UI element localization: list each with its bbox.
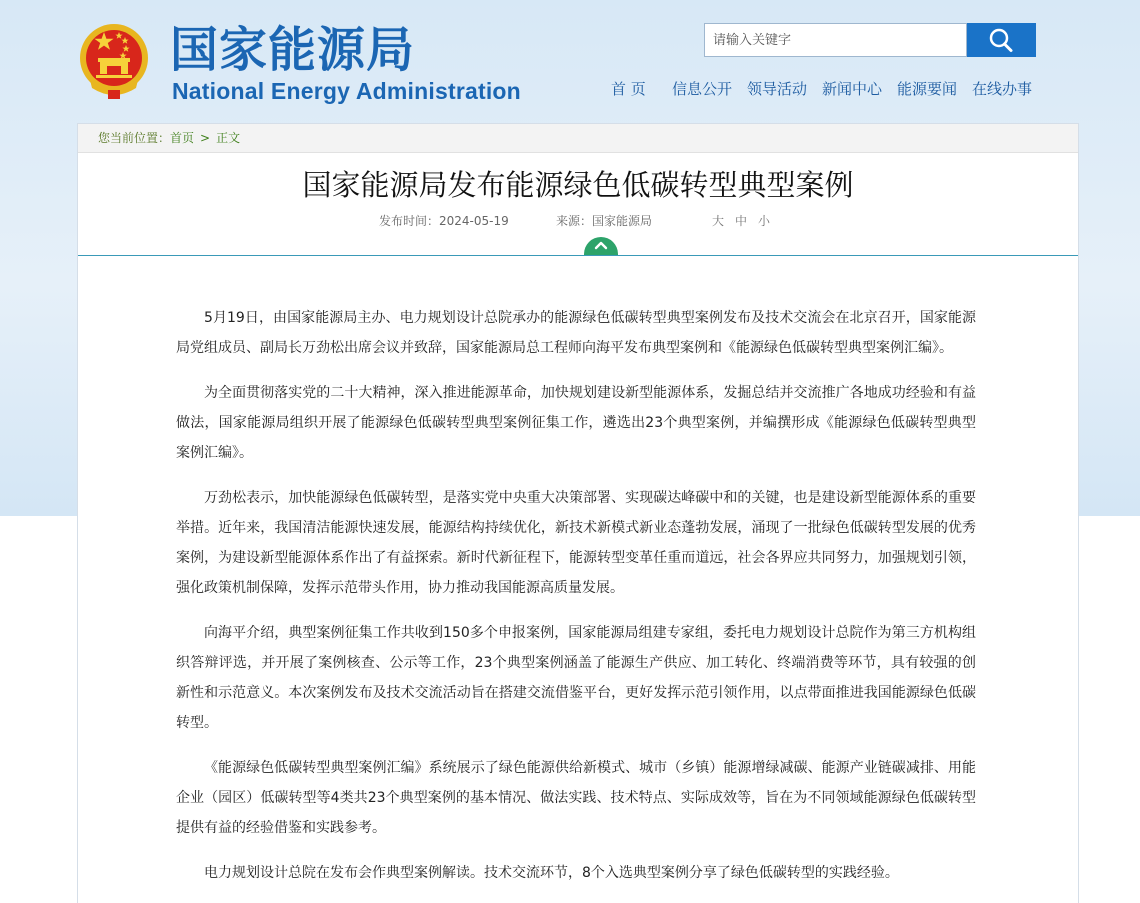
article-title: 国家能源局发布能源绿色低碳转型典型案例	[302, 168, 854, 202]
breadcrumb-prefix: 您当前位置：	[98, 131, 171, 145]
article-paragraph: 电力规划设计总院在发布会作典型案例解读。技术交流环节，8个入选典型案例分享了绿色低碳转型的实践经验。	[204, 865, 899, 881]
breadcrumb-current[interactable]: 正文	[216, 131, 241, 145]
article-body	[176, 303, 976, 903]
source-info	[556, 211, 652, 231]
publish-label: 发布时间：	[379, 214, 440, 228]
breadcrumb-home-link[interactable]: 首页	[170, 131, 195, 145]
article-paragraph: 万劲松表示，加快能源绿色低碳转型，是落实党中央重大决策部署、实现碳达峰碳中和的关键，也是建设新型能源体系的重要举措。近年来，我国清洁能源快速发展，能源结构持续优化，新技术新模式新业态蓬勃发展，涌现了一批绿色低碳转型发展的优秀案例，为建设新型能源体系作出了有益探索。新时代新征程下，能源转型变革任重而道远，社会各界应共同努力，加强规划引领，强化政策机制保障，发挥示范带头作用，协力推动我国能源高质量发展。	[176, 490, 976, 596]
breadcrumb	[78, 124, 1078, 153]
nav-item-energy-news[interactable]: 能源要闻	[897, 80, 958, 98]
nav-item-leadership[interactable]: 领导活动	[747, 80, 808, 98]
collapse-toggle[interactable]	[584, 237, 618, 255]
source-label: 来源：	[556, 214, 593, 228]
meta-divider	[78, 255, 1078, 256]
search-input[interactable]	[704, 23, 967, 57]
search-icon	[967, 23, 1036, 57]
article-paragraph: 为全面贯彻落实党的二十大精神，深入推进能源革命，加快规划建设新型能源体系，发掘总结并交流推广各地成功经验和有益做法，国家能源局组织开展了能源绿色低碳转型典型案例征集工作，遴选出23个典型案例，并编撰形成《能源绿色低碳转型典型案例汇编》。	[176, 385, 976, 461]
publish-date: 2024-05-19	[439, 214, 509, 228]
font-size-small[interactable]: 小	[758, 214, 771, 228]
site-logo-chinese[interactable]: 国家能源局	[170, 22, 416, 78]
source-value: 国家能源局	[592, 214, 653, 228]
nav-item-home[interactable]: 首 页	[611, 80, 646, 98]
main-nav	[0, 78, 1140, 100]
font-size-medium[interactable]: 中	[735, 214, 748, 228]
article-paragraph: 5月19日，由国家能源局主办、电力规划设计总院承办的能源绿色低碳转型典型案例发布及技术交流会在北京召开，国家能源局党组成员、副局长万劲松出席会议并致辞，国家能源局总工程师向海平发布典型案例和《能源绿色低碳转型典型案例汇编》。	[176, 310, 976, 356]
chevron-up-icon	[594, 240, 608, 250]
article-paragraph: 向海平介绍，典型案例征集工作共收到150多个申报案例，国家能源局组建专家组，委托电力规划设计总院作为第三方机构组织答辩评选，并开展了案例核查、公示等工作，23个典型案例涵盖了能源生产供应、加工转化、终端消费等环节，具有较强的创新性和示范意义。本次案例发布及技术交流活动旨在搭建交流借鉴平台，更好发挥示范引领作用，以点带面推进我国能源绿色低碳转型。	[176, 625, 976, 731]
nav-item-news-center[interactable]: 新闻中心	[822, 80, 883, 98]
font-size-large[interactable]: 大	[712, 214, 725, 228]
article-paragraph: 《能源绿色低碳转型典型案例汇编》系统展示了绿色能源供给新模式、城市（乡镇）能源增绿减碳、能源产业链碳减排、用能企业（园区）低碳转型等4类共23个典型案例的基本情况、做法实践、技术特点、实际成效等，旨在为不同领域能源绿色低碳转型提供有益的经验借鉴和实践参考。	[176, 760, 976, 836]
nav-item-info-disclosure[interactable]: 信息公开	[672, 80, 733, 98]
article-card	[77, 123, 1079, 903]
breadcrumb-separator: >	[200, 131, 211, 145]
publish-info	[379, 211, 509, 231]
search-button[interactable]	[967, 23, 1036, 57]
article-meta	[78, 211, 1078, 231]
site-logo-english[interactable]: National Energy Administration	[172, 78, 521, 104]
site-header	[0, 0, 1140, 120]
nav-item-online-services[interactable]: 在线办事	[972, 80, 1033, 98]
